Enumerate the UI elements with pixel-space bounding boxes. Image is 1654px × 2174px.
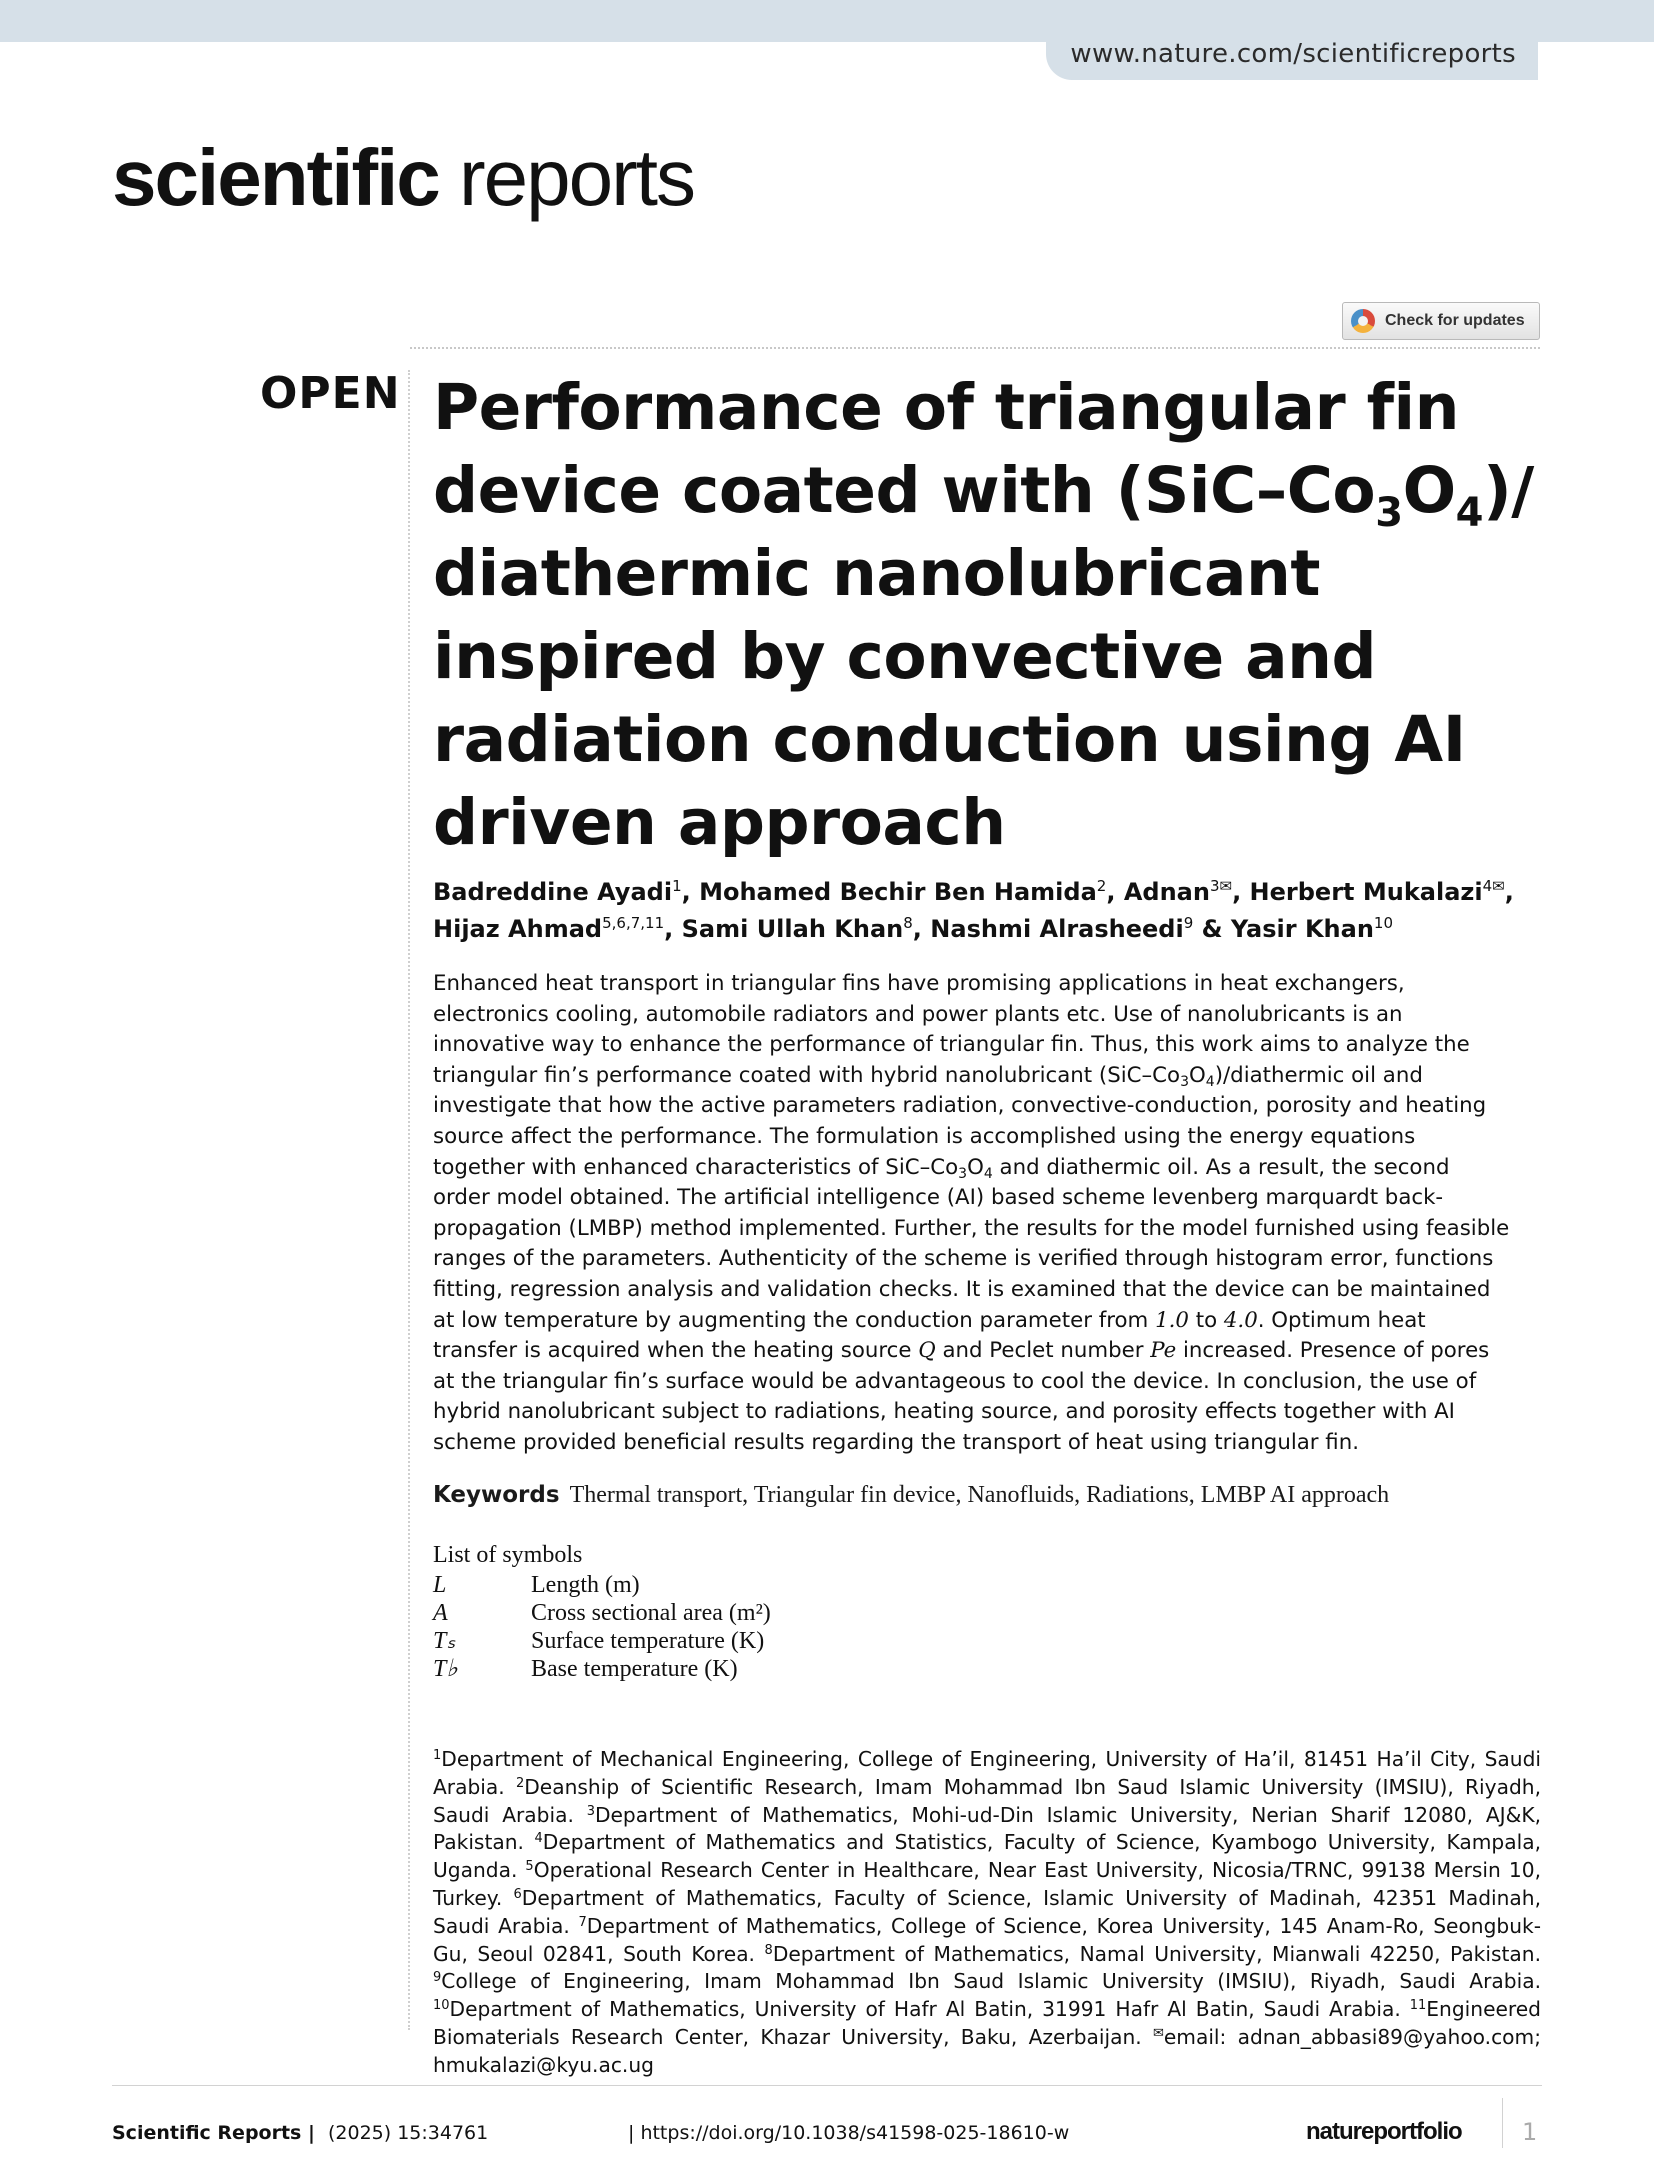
author-separator: , [1232, 878, 1250, 906]
title-subscript: 4 [1455, 490, 1483, 536]
author-name[interactable]: Mohamed Bechir Ben Hamida [699, 878, 1097, 906]
footer-page-divider [1502, 2098, 1503, 2148]
symbol-description: Length (m) [531, 1572, 640, 1598]
journal-logo [112, 133, 695, 222]
abstract: Enhanced heat transport in triangular fins have promising applications in heat exchangers, electronics cooling, automobile radiators and power plants etc. Use of nanolubricants is an innovative way to enhance the performance of triangular fin. Thus, this work aims to analyze the triangular fin’s performance coated with hybrid nanolubricant $(SiC-Co_3O_4)$/diathermic oil and investigate that how the active parameters radiation, convective-conduction, porosity and heating source affect the performance. The formulation is accomplished using the energy equations together with enhanced characteristics of SiC–$Co_3O_4$ and diathermic oil. As a result, the second order model obtained. The artificial intelligence (AI) based scheme levenberg marquardt back-propagation (LMBP) method implemented. Further, the results for the model furnished using feasible ranges of the parameters. Authenticity of the scheme is verified through histogram error, functions fitting, regression analysis and validation checks. It is examined that the device can be maintained at low temperature by augmenting the conduction parameter from 1.0 to 4.0. Optimum heat transfer is acquired when the heating source Q and Peclet number Pe increased. Presence of pores at the triangular fin’s surface would be advantageous to cool the device. In conclusion, the use of hybrid nanolubricant subject to radiations, heating source, and porosity effects together with AI scheme provided beneficial results regarding the transport of heat using triangular fin. [433, 971, 1510, 1455]
brand-light: reports [438, 133, 695, 222]
symbol: A [433, 1600, 448, 1626]
author-affiliation-mark: 5,6,7,11 [602, 914, 665, 932]
author-separator: , [912, 915, 931, 943]
symbol: L [433, 1572, 447, 1598]
author-affiliation-mark: 4✉ [1482, 877, 1505, 895]
open-access-label: OPEN [260, 368, 401, 419]
article-title [433, 366, 1543, 864]
symbol: T♭ [433, 1656, 458, 1682]
author-name[interactable]: Hijaz Ahmad [433, 915, 603, 943]
author-affiliation-mark: 2 [1096, 877, 1107, 895]
author-affiliation-mark: 9 [1183, 914, 1194, 932]
symbol: Tₛ [433, 1628, 456, 1654]
page-number: 1 [1522, 2118, 1538, 2146]
affiliation-text: Department of Mathematics, College of Science, Korea University, 145 Anam-Ro, Seongbuk-Gu, Seoul 02841, South Korea. [433, 1913, 1541, 1966]
title-text: Performance of triangular fin device coated with (SiC–Co [433, 371, 1459, 527]
vertical-divider [408, 370, 410, 2030]
author-separator: , [1504, 878, 1514, 906]
author-list [433, 874, 1543, 948]
affiliation-number: 8 [764, 1942, 773, 1958]
author-separator: , [1106, 878, 1124, 906]
affiliation-number: 10 [433, 1998, 450, 2014]
author-affiliation-mark: 3✉ [1209, 877, 1233, 895]
author-separator: & [1193, 915, 1231, 943]
symbol-row [433, 1599, 1333, 1627]
affiliation-number: 9 [433, 1970, 442, 1986]
affiliation-text: Department of Mathematics, Mohi-ud-Din Islamic University, Nerian Sharif 12080, AJ&K, Pakistan. [433, 1802, 1541, 1855]
author-name[interactable]: Nashmi Alrasheedi [930, 915, 1184, 943]
affiliation-text: College of Engineering, Imam Mohammad Ibn Saud Islamic University (IMSIU), Riyadh, Saudi Arabia. [441, 1969, 1541, 1994]
check-updates-button[interactable] [1342, 302, 1540, 340]
divider [410, 347, 1540, 349]
author-name[interactable]: Yasir Khan [1230, 915, 1374, 943]
affiliation-text: Department of Mathematics, Faculty of Science, Islamic University of Madinah, 42351 Madinah, Saudi Arabia. [433, 1885, 1541, 1938]
affiliations [433, 1746, 1541, 2080]
footer-doi-link[interactable]: | https://doi.org/10.1038/s41598-025-18610-w [628, 2122, 1070, 2144]
keywords-label: Keywords [433, 1482, 560, 1508]
affiliation-text: Department of Mechanical Engineering, College of Engineering, University of Ha’il, 81451 Ha’il City, Saudi Arabia. [433, 1747, 1541, 1799]
symbol-row [433, 1655, 1333, 1683]
author-name[interactable]: Adnan [1123, 878, 1210, 906]
journal-url[interactable]: www.nature.com/scientificreports [1046, 28, 1538, 80]
author-separator: , [681, 878, 700, 906]
footer-volume: (2025) 15:34761 [328, 2122, 489, 2144]
affiliation-text: Department of Mathematics and Statistics, Faculty of Science, Kyambogo University, Kampala, Uganda. [433, 1830, 1541, 1883]
affiliation-number: 6 [513, 1886, 522, 1902]
affiliation-number: ✉ [1152, 2025, 1164, 2041]
crossmark-icon [1351, 309, 1375, 333]
affiliation-number: 7 [578, 1914, 587, 1930]
title-text: )/ diathermic nanolubricant inspired by convective and radiation conduction using AI driven approach [433, 454, 1534, 859]
keywords-value: Thermal transport, Triangular fin device, Nanofluids, Radiations, LMBP AI approach [569, 1482, 1390, 1508]
affiliation-number: 4 [534, 1831, 543, 1847]
list-of-symbols [433, 1542, 1333, 1683]
author-affiliation-mark: 1 [672, 877, 682, 895]
footer-divider [112, 2085, 1542, 2086]
affiliation-text: Department of Mathematics, University of Hafr Al Batin, 31991 Hafr Al Batin, Saudi Arabia. [449, 1997, 1410, 2022]
affiliation-number: 5 [525, 1859, 534, 1875]
affiliation-text: Department of Mathematics, Namal University, Mianwali 42250, Pakistan. [772, 1941, 1542, 1966]
affiliation-number: 11 [1409, 1998, 1427, 2014]
author-name[interactable]: Sami Ullah Khan [681, 915, 904, 943]
symbol-row [433, 1571, 1333, 1599]
symbol-description: Base temperature (K) [531, 1656, 738, 1682]
brand-bold: scientific [112, 133, 439, 222]
affiliation-number: 1 [433, 1748, 442, 1763]
symbol-description: Cross sectional area (m²) [531, 1600, 771, 1626]
symbol-row [433, 1627, 1333, 1655]
symbols-heading: List of symbols [433, 1542, 583, 1568]
affiliation-number: 3 [586, 1803, 595, 1819]
footer-journal: Scientific Reports | [112, 2122, 315, 2144]
author-name[interactable]: Badreddine Ayadi [433, 878, 673, 906]
author-affiliation-mark: 8 [903, 914, 913, 932]
title-text: O [1402, 454, 1456, 527]
affiliation-text: Engineered Biomaterials Research Center, Khazar University, Baku, Azerbaijan. [433, 1997, 1541, 2049]
author-affiliation-mark: 10 [1373, 914, 1394, 932]
publisher-logo: natureportfolio [1306, 2118, 1462, 2145]
affiliation-text: Deanship of Scientific Research, Imam Mohammad Ibn Saud Islamic University (IMSIU), Riyadh, Saudi Arabia. [433, 1774, 1542, 1827]
keywords [433, 1482, 1533, 1509]
author-separator: , [664, 915, 682, 943]
check-updates-label: Check for updates [1385, 312, 1525, 329]
affiliation-text: email: adnan_abbasi89@yahoo.com; hmukalazi@kyu.ac.ug [433, 2024, 1542, 2077]
affiliation-text: Operational Research Center in Healthcare, Near East University, Nicosia/TRNC, 99138 Mersin 10, Turkey. [433, 1858, 1541, 1910]
author-name[interactable]: Herbert Mukalazi [1249, 878, 1483, 906]
title-subscript: 3 [1375, 490, 1403, 536]
affiliation-number: 2 [515, 1775, 525, 1791]
symbol-description: Surface temperature (K) [531, 1628, 765, 1654]
